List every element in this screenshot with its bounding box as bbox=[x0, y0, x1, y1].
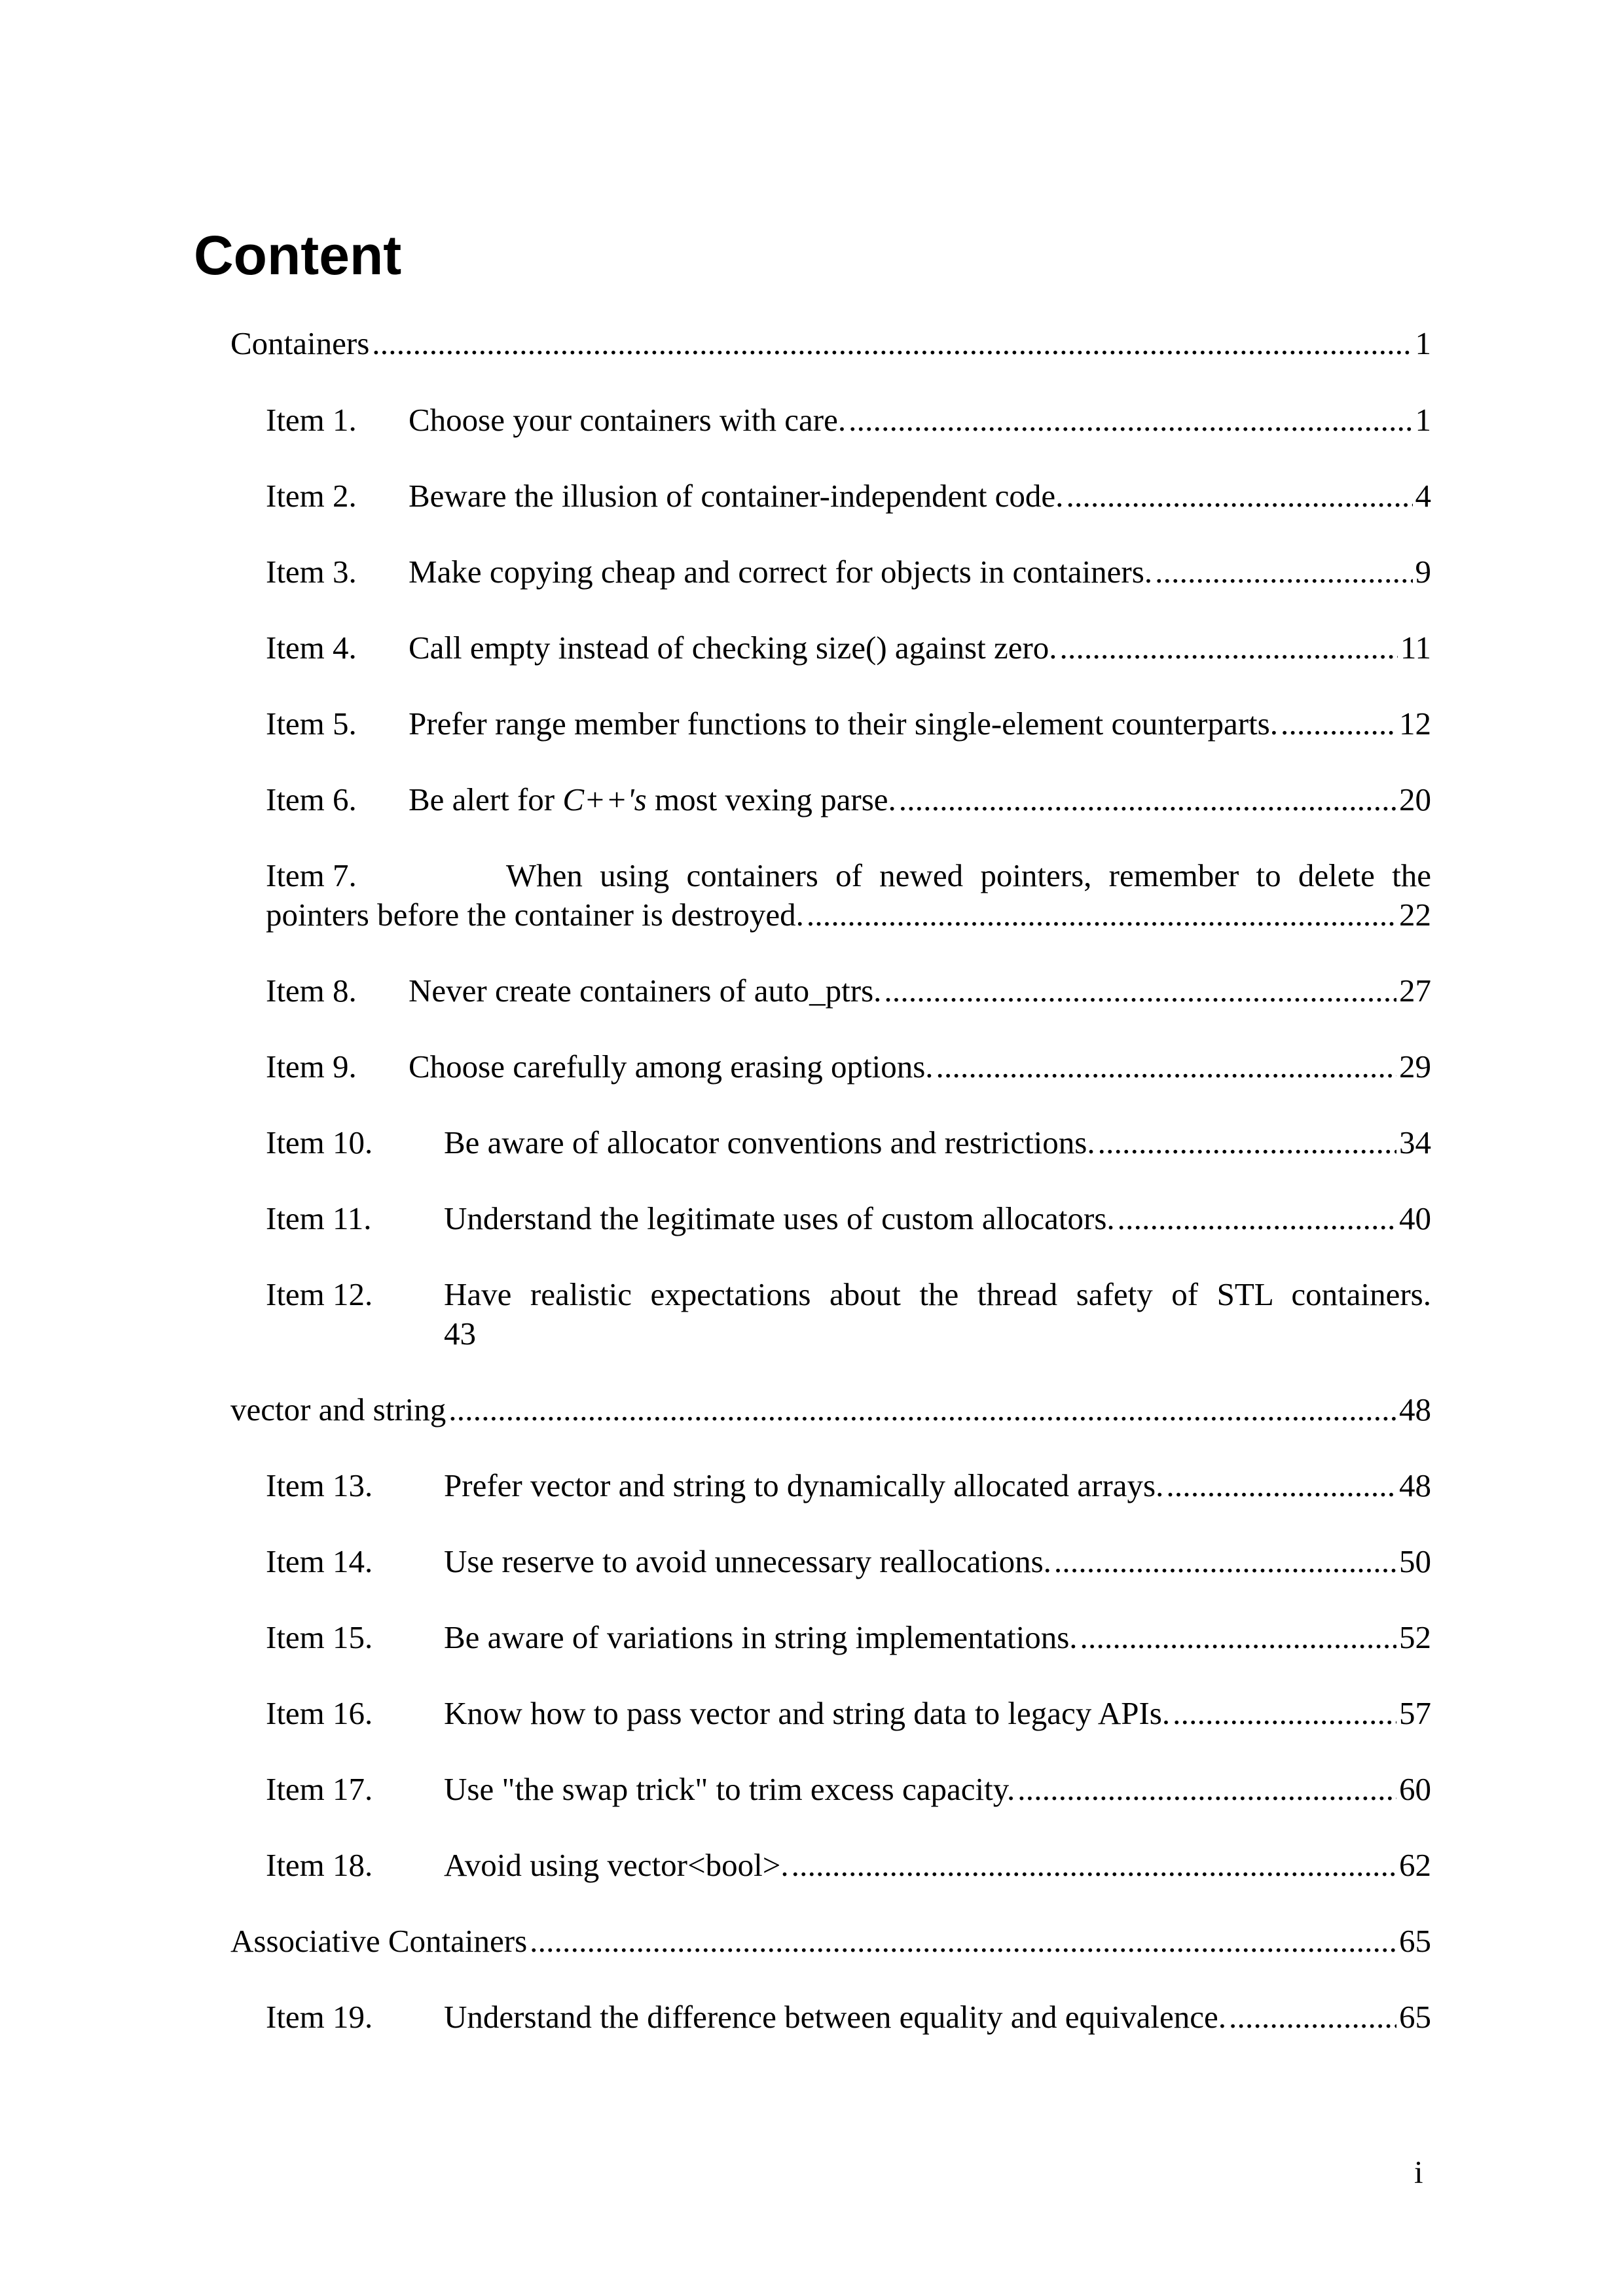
toc-item-18[interactable] bbox=[266, 1846, 1431, 1885]
toc-page-number: 40 bbox=[1399, 1200, 1431, 1236]
dot-leader bbox=[1060, 628, 1398, 668]
dot-leader bbox=[1281, 704, 1396, 744]
toc-page-number: 34 bbox=[1399, 1124, 1431, 1160]
dot-leader bbox=[1173, 1694, 1396, 1733]
toc-item-3[interactable] bbox=[266, 552, 1431, 592]
toc-section-title: vector and string bbox=[230, 1391, 447, 1427]
page-title: Content bbox=[194, 224, 402, 286]
toc-item-19[interactable] bbox=[266, 1998, 1431, 2037]
toc-page-number: 62 bbox=[1399, 1847, 1431, 1883]
toc-item-title: Beware the illusion of container-independent code. bbox=[409, 478, 1064, 514]
toc-page-number: 1 bbox=[1415, 325, 1431, 361]
toc-page-number: 11 bbox=[1400, 630, 1431, 666]
toc-item-title: Have realistic expectations about the thread safety of STL containers. bbox=[444, 1276, 1431, 1312]
toc-item-title: Prefer vector and string to dynamically allocated arrays. bbox=[444, 1467, 1164, 1503]
toc-item-label: Item 11. bbox=[266, 1200, 372, 1236]
toc-item-title: Use reserve to avoid unnecessary reallocations. bbox=[444, 1543, 1051, 1579]
toc-page-number: 57 bbox=[1399, 1695, 1431, 1731]
toc-item-title: Prefer range member functions to their single-element counterparts. bbox=[409, 706, 1278, 742]
toc-page-number: 12 bbox=[1399, 706, 1431, 742]
toc-item-13[interactable] bbox=[266, 1466, 1431, 1505]
toc-item-title: Be aware of variations in string implementations. bbox=[444, 1619, 1078, 1655]
toc-item-10[interactable] bbox=[266, 1123, 1431, 1162]
toc-item-label: Item 18. bbox=[266, 1847, 373, 1883]
toc-item-title: Choose carefully among erasing options. bbox=[409, 1049, 934, 1085]
dot-leader bbox=[884, 971, 1396, 1011]
dot-leader bbox=[848, 401, 1412, 440]
toc-page-number: 4 bbox=[1415, 478, 1431, 514]
toc-page-number: 43 bbox=[444, 1316, 476, 1352]
toc-item-label: Item 4. bbox=[266, 630, 357, 666]
toc-section-title: Containers bbox=[230, 325, 370, 361]
toc-item-12[interactable] bbox=[266, 1275, 1431, 1354]
dot-leader bbox=[1066, 476, 1412, 516]
toc-item-label: Item 14. bbox=[266, 1543, 373, 1579]
toc-page-number: 65 bbox=[1399, 1999, 1431, 2035]
dot-leader bbox=[1098, 1123, 1396, 1162]
toc-item-label: Item 16. bbox=[266, 1695, 373, 1731]
toc-item-8[interactable] bbox=[266, 971, 1431, 1011]
toc-item-label: Item 7. bbox=[266, 857, 357, 893]
dot-leader bbox=[792, 1846, 1396, 1885]
toc-item-label: Item 8. bbox=[266, 973, 357, 1009]
toc-item-label: Item 19. bbox=[266, 1999, 373, 2035]
toc-item-label: Item 12. bbox=[266, 1276, 373, 1312]
toc-page-number: 48 bbox=[1399, 1467, 1431, 1503]
toc-item-label: Item 13. bbox=[266, 1467, 373, 1503]
toc-section-containers[interactable] bbox=[230, 324, 1431, 363]
toc-page-number: 9 bbox=[1415, 554, 1431, 590]
toc-item-17[interactable] bbox=[266, 1770, 1431, 1809]
toc-item-title: Use "the swap trick" to trim excess capacity. bbox=[444, 1771, 1015, 1807]
toc-item-title: Make copying cheap and correct for objects in containers. bbox=[409, 554, 1153, 590]
toc-item-14[interactable] bbox=[266, 1542, 1431, 1581]
dot-leader bbox=[1118, 1199, 1396, 1238]
dot-leader bbox=[1017, 1770, 1396, 1809]
toc-page-number: 52 bbox=[1399, 1619, 1431, 1655]
toc-item-4[interactable] bbox=[266, 628, 1431, 668]
toc-item-line-2 bbox=[266, 895, 1431, 935]
dot-leader bbox=[1054, 1542, 1396, 1581]
toc-item-11[interactable] bbox=[266, 1199, 1431, 1238]
toc-item-title-line-1: When using containers of newed pointers, remember to delete the bbox=[505, 857, 1431, 893]
dot-leader bbox=[448, 1390, 1396, 1429]
page-number: i bbox=[1414, 2154, 1423, 2190]
toc-page-number: 50 bbox=[1399, 1543, 1431, 1579]
toc-item-label: Item 1. bbox=[266, 402, 357, 438]
toc-item-title: Be aware of allocator conventions and restrictions. bbox=[444, 1124, 1095, 1160]
toc-item-title bbox=[409, 780, 896, 819]
toc-item-15[interactable] bbox=[266, 1618, 1431, 1657]
toc-item-label: Item 9. bbox=[266, 1049, 357, 1085]
toc-item-title: Choose your containers with care. bbox=[409, 402, 847, 438]
title-suffix: most vexing parse. bbox=[646, 781, 896, 817]
toc-section-vector-and-string[interactable] bbox=[230, 1390, 1431, 1429]
toc-item-title: Call empty instead of checking size() against zero. bbox=[409, 630, 1057, 666]
toc-item-7[interactable] bbox=[266, 856, 1431, 935]
toc-item-title: Know how to pass vector and string data to legacy APIs. bbox=[444, 1695, 1171, 1731]
toc-item-2[interactable] bbox=[266, 476, 1431, 516]
toc-item-title-line-2: pointers before the container is destroyed. bbox=[266, 897, 804, 933]
toc-page-number: 60 bbox=[1399, 1771, 1431, 1807]
toc-page-number: 27 bbox=[1399, 973, 1431, 1009]
title-prefix: Be alert for bbox=[409, 781, 563, 817]
toc-item-title: Understand the difference between equality and equivalence. bbox=[444, 1999, 1226, 2035]
toc-item-title: Avoid using vector<bool>. bbox=[444, 1847, 789, 1883]
toc-item-1[interactable] bbox=[266, 401, 1431, 440]
toc-item-label: Item 6. bbox=[266, 781, 357, 817]
toc-item-label: Item 17. bbox=[266, 1771, 373, 1807]
dot-leader bbox=[807, 895, 1396, 935]
toc-page-number: 20 bbox=[1399, 781, 1431, 817]
dot-leader bbox=[1080, 1618, 1396, 1657]
toc-page-number: 48 bbox=[1399, 1391, 1431, 1427]
dot-leader bbox=[1229, 1998, 1396, 2037]
toc-item-title: Never create containers of auto_ptrs. bbox=[409, 973, 882, 1009]
toc-page-number: 22 bbox=[1399, 897, 1431, 933]
dot-leader bbox=[530, 1922, 1396, 1961]
toc-item-16[interactable] bbox=[266, 1694, 1431, 1733]
dot-leader bbox=[936, 1047, 1396, 1086]
toc-item-label: Item 2. bbox=[266, 478, 357, 514]
toc-item-label: Item 5. bbox=[266, 706, 357, 742]
toc-page-number: 65 bbox=[1399, 1923, 1431, 1959]
toc-item-6[interactable] bbox=[266, 780, 1431, 819]
toc-item-line-1 bbox=[266, 1275, 1431, 1314]
toc-item-9[interactable] bbox=[266, 1047, 1431, 1086]
dot-leader bbox=[1166, 1466, 1396, 1505]
toc-page-number: 29 bbox=[1399, 1049, 1431, 1085]
toc-item-line-1 bbox=[266, 856, 1431, 895]
toc-item-line-2 bbox=[266, 1314, 1431, 1354]
toc-item-5[interactable] bbox=[266, 704, 1431, 744]
toc-item-label: Item 15. bbox=[266, 1619, 373, 1655]
title-emphasis: C++'s bbox=[562, 781, 647, 817]
toc-item-label: Item 10. bbox=[266, 1124, 373, 1160]
toc-section-title: Associative Containers bbox=[230, 1923, 528, 1959]
toc-section-associative-containers[interactable] bbox=[230, 1922, 1431, 1961]
dot-leader bbox=[899, 780, 1396, 819]
toc-item-title: Understand the legitimate uses of custom allocators. bbox=[444, 1200, 1115, 1236]
dot-leader bbox=[1155, 552, 1412, 592]
dot-leader bbox=[372, 324, 1412, 363]
toc-page-number: 1 bbox=[1415, 402, 1431, 438]
toc-item-label: Item 3. bbox=[266, 554, 357, 590]
